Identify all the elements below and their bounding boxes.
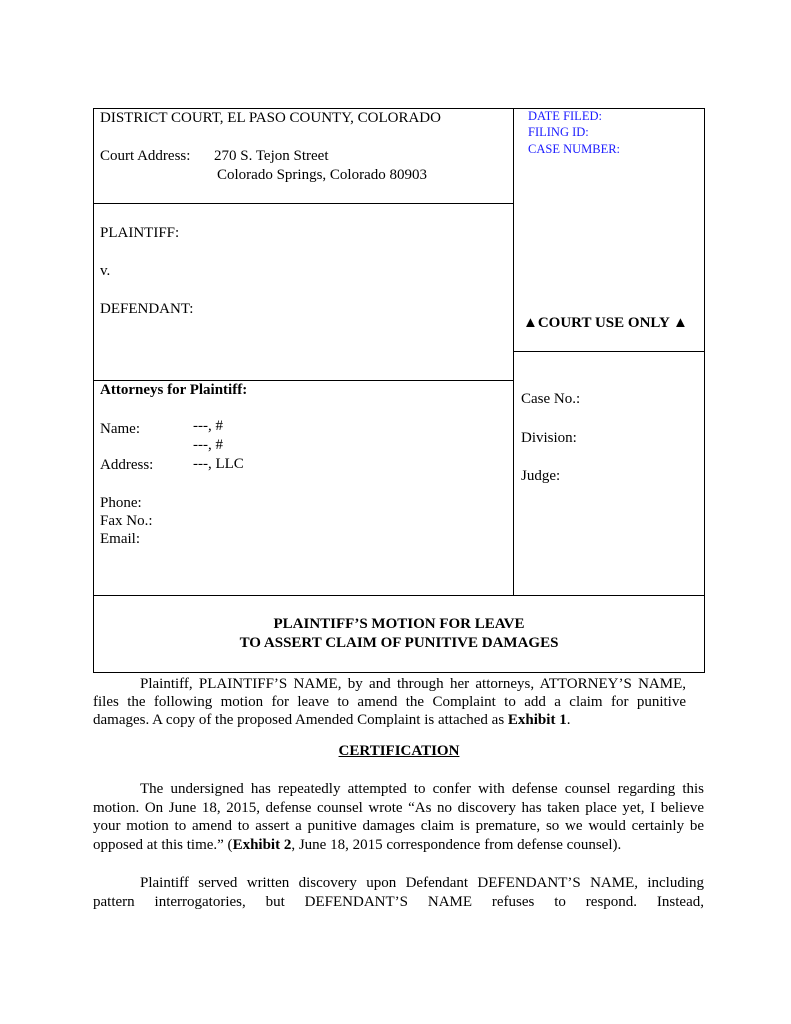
paragraph-3-line-1: Plaintiff served written discovery upon Defendant DEFENDANT’S NAME, including (140, 875, 704, 891)
fax-label: Fax No.: (100, 513, 153, 529)
exhibit-1-reference: Exhibit 1 (507, 712, 567, 728)
paragraph-2-line-4 (93, 837, 621, 854)
case-number-label: CASE NUMBER: (528, 142, 621, 156)
court-address-line1: 270 S. Tejon Street (214, 148, 329, 164)
court-name: DISTRICT COURT, EL PASO COUNTY, COLORADO (100, 110, 441, 126)
caption-border-left (93, 108, 94, 673)
name-value-2: ---, # (193, 437, 223, 453)
paragraph-2-line-4-text: opposed at this time.” ( (93, 837, 233, 853)
filing-id-label: FILING ID: (528, 125, 589, 139)
name-value-1: ---, # (193, 418, 223, 434)
paragraph-2-line-4-end: , June 18, 2015 correspondence from defense counsel). (291, 837, 622, 853)
caption-row-divider-courtuse (513, 351, 704, 352)
caption-border-right (704, 108, 705, 673)
address-value: ---, LLC (193, 456, 244, 472)
paragraph-2-line-1: The undersigned has repeatedly attempted to confer with defense counsel regarding this (140, 781, 704, 797)
phone-label: Phone: (100, 495, 142, 511)
paragraph-1-line-3-end: . (566, 712, 571, 728)
paragraph-2-line-2: motion. On June 18, 2015, defense counsel wrote “As no discovery has taken place yet, I believe (93, 800, 704, 816)
paragraph-2-line-3: your motion to amend to assert a punitive damages claim is premature, so we would certainly be (93, 818, 704, 834)
court-address-label: Court Address: (100, 148, 191, 164)
judge-label: Judge: (521, 468, 561, 484)
attorneys-heading: Attorneys for Plaintiff: (100, 382, 248, 398)
caption-row-divider-court (93, 203, 513, 204)
exhibit-2-reference: Exhibit 2 (232, 837, 292, 853)
versus-label: v. (100, 263, 111, 279)
defendant-label: DEFENDANT: (100, 301, 194, 317)
paragraph-1-line-3-text: damages. A copy of the proposed Amended Complaint is attached as (93, 712, 508, 728)
certification-heading: CERTIFICATION (338, 743, 460, 759)
caption-row-divider-title (93, 595, 705, 596)
motion-title-line2: TO ASSERT CLAIM OF PUNITIVE DAMAGES (239, 635, 559, 651)
caption-border-bottom (93, 672, 705, 673)
date-filed-label: DATE FILED: (528, 109, 602, 123)
address-label: Address: (100, 457, 154, 473)
name-label: Name: (100, 421, 140, 437)
email-label: Email: (100, 531, 140, 547)
paragraph-1-line-2: files the following motion for leave to amend the Complaint to add a claim for punitive (93, 694, 686, 710)
caption-border-top (93, 108, 705, 109)
paragraph-1-line-1: Plaintiff, PLAINTIFF’S NAME, by and through her attorneys, ATTORNEY’S NAME, (140, 676, 686, 692)
paragraph-1-line-3 (93, 712, 570, 729)
plaintiff-label: PLAINTIFF: (100, 225, 180, 241)
caption-column-divider (513, 108, 514, 596)
caption-row-divider-parties (93, 380, 513, 381)
paragraph-3-line-2: pattern interrogatories, but DEFENDANT’S NAME refuses to respond. Instead, (93, 894, 704, 910)
division-label: Division: (521, 430, 577, 446)
motion-title-line1: PLAINTIFF’S MOTION FOR LEAVE (273, 616, 525, 632)
court-address-line2: Colorado Springs, Colorado 80903 (217, 167, 427, 183)
case-no-label: Case No.: (521, 391, 581, 407)
court-use-only-label: ▲COURT USE ONLY ▲ (523, 315, 688, 331)
